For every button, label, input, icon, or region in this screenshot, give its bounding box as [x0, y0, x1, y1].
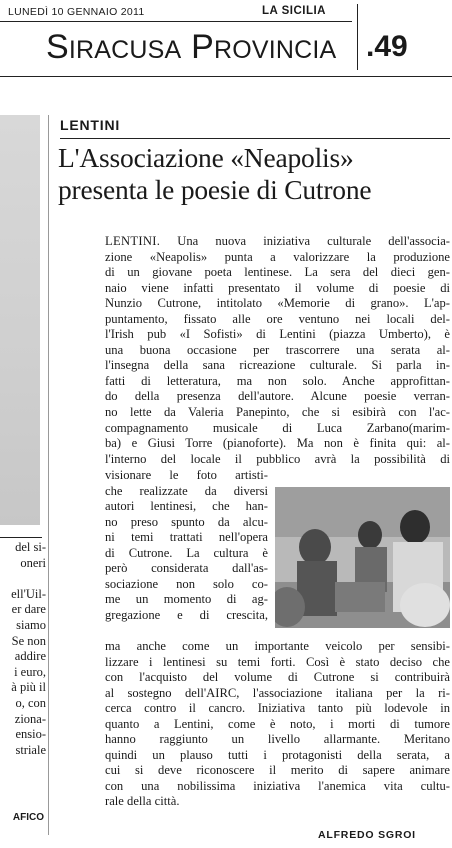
text-line: di Cutrone. La cultura è — [105, 545, 268, 560]
text-line: hanno raggiunto un livello allarmante. Meritano — [105, 732, 450, 747]
left-text-line: oneri — [20, 555, 46, 570]
text-line: l'Irish pub «I Sofisti» di Lentini (piazza Umberto), è — [105, 327, 450, 342]
text-line: visionare le foto artisti- — [105, 468, 268, 482]
page-number: .49 — [366, 30, 408, 63]
text-line: con una nobilissima iniziativa l'anemica vita cultu- — [105, 778, 450, 793]
left-text-line: siamo — [16, 617, 46, 632]
left-text-line: Se non — [11, 633, 46, 648]
text-line: con l'acquisto del volume di Cutrone si contribuirà — [105, 670, 450, 685]
text-line-content: Una nuova iniziativa culturale dell'associa- — [160, 234, 450, 248]
text-line: che realizzate da diversi — [105, 483, 268, 498]
article-headline: L'Associazione «Neapolis» presenta le poesie di Cutrone — [58, 142, 372, 205]
text-line: puntamento, fissato alle ore ventuno nei locali del- — [105, 311, 450, 326]
left-text-line: o, con — [15, 695, 46, 710]
text-line: lizzare i lentinesi su temi forti. Così è stato deciso che — [105, 654, 450, 669]
text-line: ma anche come un importante veicolo per sensibi- — [105, 639, 450, 653]
text-line: una buona occasione per trascorrere una serata al- — [105, 342, 450, 357]
left-text-line: ensio- — [15, 727, 46, 742]
text-line: l'interno del locale il pubblico avrà la possibilità di — [105, 451, 450, 466]
text-line: Nunzio Cutrone, intitolato «Memorie di grano». L'ap- — [105, 296, 450, 311]
text-line — [105, 234, 450, 250]
text-line: fatti di letteratura, ma non solo. Anche approfittan- — [105, 373, 450, 388]
left-column-text — [0, 540, 46, 758]
article-body-narrow — [105, 468, 268, 623]
text-line: ba) e Giusi Torre (pianoforte). Ma non è finita qui: al- — [105, 436, 450, 451]
audience-photo-image — [275, 487, 450, 628]
article-body-top — [105, 234, 450, 467]
text-line: do della presenza dell'autore. Alcune poesie verran- — [105, 389, 450, 404]
header-bottom-rule — [0, 76, 452, 77]
text-line: l'insegna della sana ricreazione culturale. Si parla in- — [105, 358, 450, 373]
text-line: di un giovane poeta lentinese. La sera del dieci gen- — [105, 265, 450, 280]
text-line: sociazione non solo co- — [105, 576, 268, 591]
left-text-line: ell'Uil- — [11, 586, 46, 601]
left-text-line: i euro, — [14, 664, 46, 679]
header-vertical-rule — [357, 4, 358, 70]
article-photo — [275, 487, 450, 628]
issue-date: LUNEDÌ 10 GENNAIO 2011 — [8, 6, 145, 18]
text-line: zione «Neapolis» punta a valorizzare la produzione — [105, 249, 450, 264]
left-text-line: ziona- — [14, 711, 46, 726]
section-title: SIRACUSA PROVINCIA — [46, 28, 337, 66]
text-line: cerca contro il cancro. Iniziativa tanto più lodevole in — [105, 701, 450, 716]
column-rule — [48, 115, 49, 835]
left-text-line: er dare — [11, 602, 46, 617]
text-line: no preso spunto da alcu- — [105, 514, 268, 529]
text-line: rale della città. — [105, 794, 180, 809]
kicker-rule — [60, 138, 450, 139]
left-column-credit: AFICO — [12, 812, 44, 823]
text-line: naio viene infatti presentato il volume di poesie di — [105, 280, 450, 295]
text-line: ni temi trattati nell'opera — [105, 530, 268, 545]
header-rule — [0, 21, 352, 22]
text-line: gregazione e di crescita, — [105, 607, 268, 622]
left-photo-fragment — [0, 115, 40, 525]
text-line: quanto a Lentini, come è noto, i morti di tumore — [105, 716, 450, 731]
text-line: compagnamento musicale di Luca Zarbano(marim- — [105, 420, 450, 435]
left-text-line: del si- — [15, 540, 46, 554]
text-line: autori lentinesi, che han- — [105, 499, 268, 514]
dateline: LENTINI. — [105, 234, 161, 248]
left-text-line: à più il — [11, 680, 46, 695]
newspaper-name: LA SICILIA — [262, 5, 326, 17]
text-line: al sostegno dell'AIRC, l'associazione italiana per la ri- — [105, 685, 450, 700]
article-body-bottom — [105, 639, 450, 810]
text-line: però considerata dall'as- — [105, 561, 268, 576]
left-text-line — [0, 571, 46, 587]
text-line: no lette da Valeria Panepinto, che si esibirà con l'ac- — [105, 405, 450, 420]
text-line: quindi un plauso tutti i protagonisti della serata, a — [105, 747, 450, 762]
left-photo-rule — [0, 537, 42, 538]
article-kicker: LENTINI — [60, 117, 121, 133]
text-line: me un momento di ag- — [105, 592, 268, 607]
text-line: cui si deve riconoscere il merito di sapere animare — [105, 763, 450, 778]
left-text-line: striale — [15, 742, 46, 757]
left-text-line: addire — [14, 649, 46, 664]
article-byline: ALFREDO SGROI — [318, 829, 416, 841]
